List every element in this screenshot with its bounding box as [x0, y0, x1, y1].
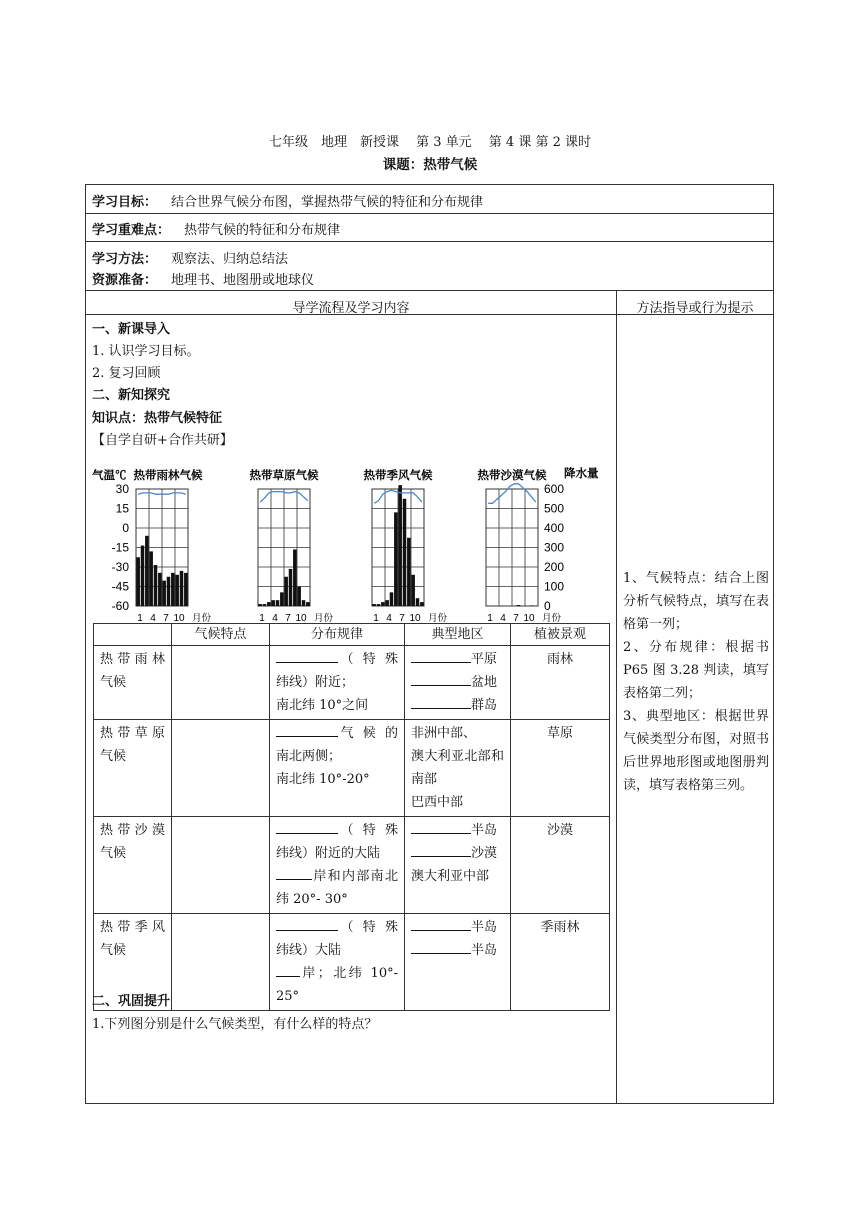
resource-label: 资源准备： [92, 273, 158, 288]
precipitation-tick-label: 300 [544, 540, 565, 555]
precipitation-tick-label: 400 [544, 521, 565, 535]
vegetation-cell: 雨林 [511, 646, 610, 720]
precipitation-bar [149, 551, 153, 606]
method-label: 学习方法： [92, 252, 158, 267]
header-cell: 典型地区 [405, 624, 511, 646]
precipitation-bar [297, 587, 301, 607]
chart-title: 热带季风气候 [363, 470, 433, 482]
method-tips [623, 567, 769, 797]
temperature-tick-label: -30 [111, 560, 129, 574]
key-row [92, 219, 340, 238]
precipitation-bar [372, 604, 376, 606]
distribution-text: 气 候 的 南北两侧； [276, 726, 398, 764]
goal-text: 结合世界气候分布图，掌握热带气候的特征和分布规律 [171, 195, 484, 210]
feature-cell[interactable] [172, 720, 270, 817]
distribution-cell [270, 720, 405, 817]
key-label: 学习重难点： [92, 223, 171, 238]
chart-title: 热带草原气候 [249, 470, 319, 482]
method-text: 观察法、归纳总结法 [171, 252, 289, 267]
divider [86, 213, 773, 214]
intro-item-2: 2. 复习回顾 [92, 366, 161, 381]
feature-cell[interactable] [172, 646, 270, 720]
distribution-cell [270, 914, 405, 1011]
precipitation-bar [271, 600, 275, 606]
fill-blank[interactable] [276, 819, 338, 834]
precipitation-bar [280, 592, 284, 606]
precipitation-tick-label: 0 [544, 599, 551, 613]
lesson-title: 课题：热带气候 [382, 157, 478, 173]
precipitation-bar [175, 575, 179, 606]
goal-label: 学习目标： [92, 195, 158, 210]
fill-blank[interactable] [276, 865, 312, 880]
month-tick-label: 1 [487, 613, 493, 623]
precipitation-tick-label: 200 [544, 560, 565, 574]
precipitation-tick-label: 500 [544, 501, 565, 516]
header-cell: 植被景观 [511, 624, 610, 646]
precipitation-bar [289, 569, 293, 606]
precipitation-bar [284, 577, 288, 606]
precipitation-bar [302, 600, 306, 606]
precipitation-bar [390, 592, 394, 606]
column-divider [616, 290, 617, 1103]
precipitation-bar [136, 557, 140, 606]
method-row [92, 248, 288, 267]
precipitation-bar [381, 602, 385, 606]
knowledge-point: 知识点：热带气候特征 [92, 411, 223, 426]
resource-text: 地理书、地图册或地球仪 [171, 273, 315, 288]
precipitation-bar [420, 602, 424, 606]
chart-title: 热带沙漠气候 [477, 470, 547, 482]
climate-table [93, 623, 610, 1011]
key-text: 热带气候的特征和分布规律 [184, 223, 341, 238]
chart-title: 热带雨林气候 [133, 470, 203, 482]
precipitation-bar [276, 600, 280, 606]
precipitation-tick-label: 100 [544, 579, 565, 594]
precipitation-bar [180, 571, 184, 606]
precipitation-tick-label: 600 [544, 482, 565, 496]
month-tick-label: 4 [150, 613, 156, 623]
side-column-header: 方法指导或行为提示 [636, 301, 754, 316]
precipitation-bar [517, 605, 521, 606]
main-column-header: 导学流程及学习内容 [292, 301, 410, 316]
month-tick-label: 10 [173, 613, 185, 623]
region-text: 半岛 [471, 920, 498, 935]
region-cell [405, 720, 511, 817]
precipitation-bar [158, 573, 162, 606]
vegetation-cell: 季雨林 [511, 914, 610, 1011]
temperature-tick-label: 0 [122, 521, 129, 535]
precipitation-bar [411, 575, 415, 606]
region-cell [405, 646, 511, 720]
fill-blank[interactable] [276, 916, 338, 931]
tip-1: 1、气候特点：结合上图分析气候特点，填写在表格第一列； [623, 571, 769, 632]
temperature-tick-label: 30 [115, 482, 129, 496]
lesson-sheet [85, 184, 774, 1104]
study-mode: 【自学自研+合作共研】 [92, 433, 233, 448]
region-cell [405, 914, 511, 1011]
region-text: 盆地 [471, 675, 498, 690]
climate-name: 热 带 草 原气候 [94, 720, 172, 817]
fill-blank[interactable] [276, 962, 300, 977]
month-tick-label: 1 [137, 613, 143, 623]
goal-row [92, 191, 483, 210]
month-tick-label: 4 [272, 613, 278, 623]
precipitation-bar [141, 546, 145, 606]
precipitation-bar [385, 600, 389, 606]
precipitation-bar [416, 598, 420, 606]
region-text: 平原 [471, 652, 498, 667]
distribution-text: 南北纬 10°-20° [276, 772, 370, 787]
temperature-axis-label: 气温℃ [92, 470, 127, 482]
precipitation-bar [154, 565, 158, 606]
section-intro: 一、新课导入 [92, 322, 171, 337]
month-axis-label: 月份 [428, 613, 448, 623]
precipitation-bar [293, 549, 297, 606]
table-header-row [94, 624, 610, 646]
region-cell [405, 817, 511, 914]
fill-blank[interactable] [411, 671, 471, 686]
month-tick-label: 10 [523, 613, 535, 623]
month-tick-label: 1 [259, 613, 265, 623]
month-axis-label: 月份 [542, 613, 562, 623]
divider [86, 241, 773, 242]
month-axis-label: 月份 [192, 613, 212, 623]
tip-3: 3、典型地区：根据世界气候类型分布图，对照书后世界地形图或地图册判读，填写表格第三列。 [623, 709, 769, 793]
climate-name: 热 带 沙 漠气候 [94, 817, 172, 914]
month-tick-label: 1 [373, 613, 379, 623]
month-tick-label: 7 [285, 613, 291, 623]
header-cell: 气候特点 [172, 624, 270, 646]
precipitation-bar [306, 602, 310, 606]
precipitation-bar [267, 602, 271, 606]
divider [86, 290, 773, 291]
fill-blank[interactable] [411, 842, 471, 857]
temperature-tick-label: -60 [111, 599, 129, 613]
climate-charts [88, 459, 614, 623]
feature-cell[interactable] [172, 817, 270, 914]
month-tick-label: 10 [409, 613, 421, 623]
table-row [94, 914, 610, 1011]
month-tick-label: 10 [295, 613, 307, 623]
distribution-text: （ 特 殊 纬线）大陆 [276, 920, 398, 958]
section-consolidate: 二、巩固提升 [92, 994, 171, 1009]
header-cell [94, 624, 172, 646]
fill-blank[interactable] [411, 916, 471, 931]
region-text: 群岛 [471, 698, 498, 713]
distribution-text: 岸；北纬 10°- 25° [276, 966, 398, 1004]
climate-name: 热 带 季 风气候 [94, 914, 172, 1011]
region-text: 半岛 [471, 943, 498, 958]
region-text: 巴西中部 [411, 795, 464, 810]
precipitation-bar [258, 604, 262, 606]
divider [86, 314, 773, 315]
temperature-tick-label: -15 [111, 540, 129, 555]
precipitation-bar [407, 538, 411, 606]
region-text: 澳大利亚中部 [411, 869, 490, 884]
distribution-text: （ 特 殊 纬线）附近的大陆 [276, 823, 398, 861]
distribution-cell [270, 817, 405, 914]
region-text: 沙漠 [471, 846, 498, 861]
month-tick-label: 7 [163, 613, 169, 623]
resource-row [92, 269, 314, 288]
tip-2: 2、分布规律：根据书 P65 图 3.28 判读，填写表格第二列； [623, 640, 769, 701]
distribution-text: （ 特 殊 纬线）附近； [276, 652, 398, 690]
vegetation-cell: 沙漠 [511, 817, 610, 914]
fill-blank[interactable] [276, 648, 338, 663]
precipitation-bar [171, 573, 175, 606]
precipitation-bar [403, 499, 407, 606]
region-text: 澳大利亚北部和南部 [411, 749, 504, 787]
precipitation-bar [162, 581, 166, 606]
precipitation-bar [394, 512, 398, 606]
fill-blank[interactable] [276, 722, 338, 737]
question-1: 1.下列图分别是什么气候类型，有什么样的特点？ [92, 1017, 378, 1032]
month-tick-label: 4 [386, 613, 392, 623]
table-row [94, 646, 610, 720]
lesson-header: 七年级 地理 新授课 第 3 单元 第 4 课 第 2 课时 [268, 135, 591, 150]
region-text: 半岛 [471, 823, 498, 838]
climate-name: 热 带 雨 林气候 [94, 646, 172, 720]
distribution-cell [270, 646, 405, 720]
fill-blank[interactable] [411, 648, 471, 663]
month-tick-label: 4 [500, 613, 506, 623]
fill-blank[interactable] [411, 939, 471, 954]
region-text: 非洲中部、 [411, 726, 477, 741]
precipitation-bar [530, 605, 534, 606]
month-tick-label: 7 [399, 613, 405, 623]
precipitation-bar [167, 577, 171, 606]
precipitation-bar [377, 604, 381, 606]
precipitation-axis-label: 降水量 [564, 468, 599, 480]
month-tick-label: 7 [513, 613, 519, 623]
feature-cell[interactable] [172, 914, 270, 1011]
table-row [94, 720, 610, 817]
distribution-text: 南北纬 10°之间 [276, 698, 369, 713]
precipitation-bar [398, 485, 402, 606]
precipitation-bar [145, 536, 149, 606]
precipitation-bar [263, 604, 267, 606]
month-axis-label: 月份 [314, 613, 334, 623]
fill-blank[interactable] [411, 694, 471, 709]
table-row [94, 817, 610, 914]
distribution-text: 岸和内部南北纬 20°- 30° [276, 869, 398, 907]
fill-blank[interactable] [411, 819, 471, 834]
temperature-tick-label: -45 [111, 579, 129, 594]
precipitation-bar [184, 573, 188, 606]
header-cell: 分布规律 [270, 624, 405, 646]
intro-item-1: 1. 认识学习目标。 [92, 344, 200, 359]
section-explore: 二、新知探究 [92, 388, 171, 403]
temperature-tick-label: 15 [115, 501, 129, 516]
vegetation-cell: 草原 [511, 720, 610, 817]
